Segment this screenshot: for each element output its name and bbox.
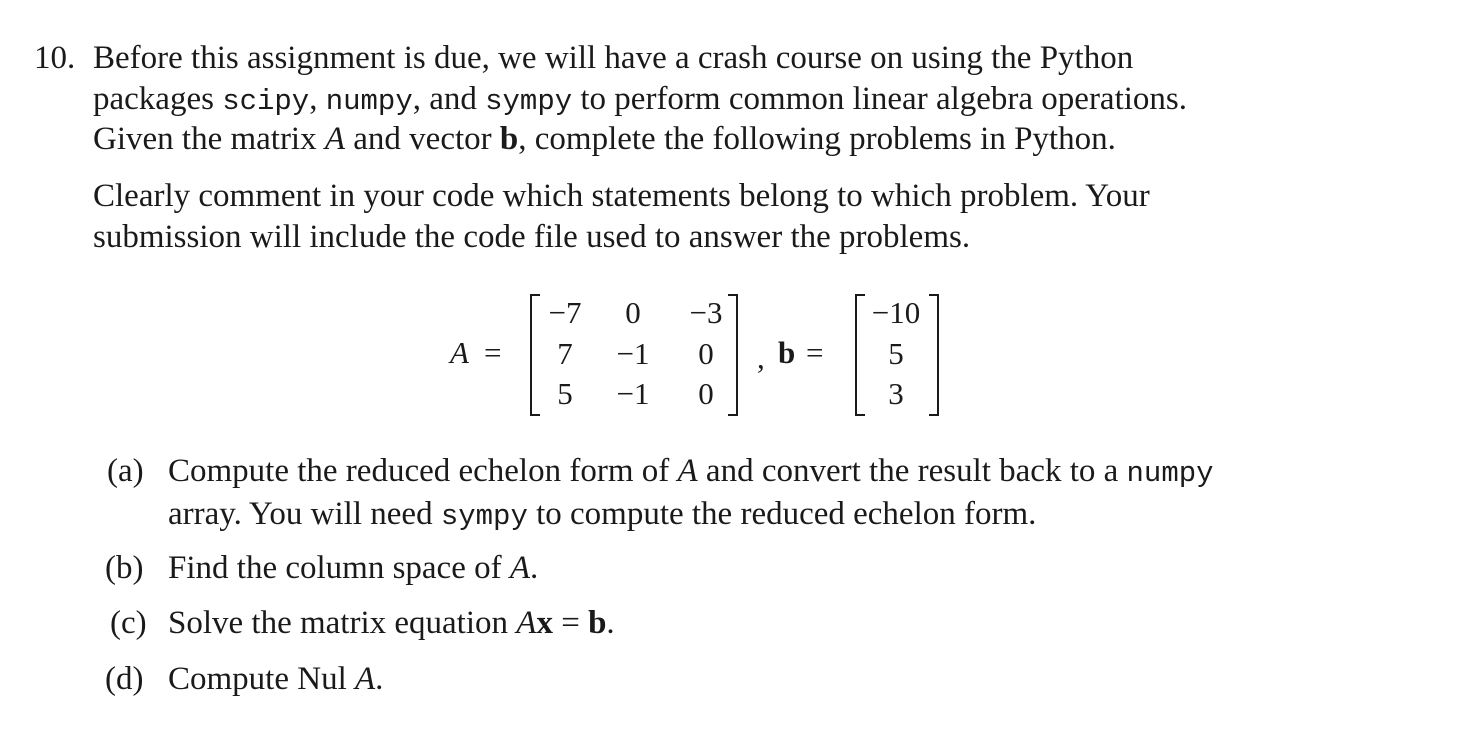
part-a-line-1 [168, 453, 1214, 490]
matrix-A-cell: 0 [698, 376, 714, 411]
part-text: . [375, 661, 384, 697]
matrix-A-cell: −1 [616, 336, 650, 371]
vector-b-left-bracket [855, 294, 865, 416]
math-var-b: b [499, 121, 519, 157]
matrix-A-cell: 0 [698, 336, 714, 371]
part-b-text [168, 550, 538, 587]
intro-text: , and [412, 81, 486, 117]
intro-line-3 [93, 121, 1116, 158]
vector-b-label: b [778, 335, 796, 370]
intro-text: and vector [345, 121, 500, 157]
instructions-line-1: Clearly comment in your code which statements belong to which problem. Your [93, 178, 1150, 214]
part-text: Solve the matrix equation [168, 605, 517, 641]
intro-line-2 [93, 81, 1187, 118]
equals-sign: = [806, 335, 824, 370]
code-numpy: numpy [325, 85, 413, 118]
part-text: and convert the result back to a [697, 453, 1127, 489]
instructions-line-2: submission will include the code file used to answer the problems. [93, 219, 971, 255]
matrix-A-cell: 7 [557, 336, 573, 371]
equals-sign: = [484, 335, 502, 370]
code-scipy: scipy [222, 85, 310, 118]
part-text: array. You will need [168, 496, 441, 532]
part-text: . [606, 605, 615, 641]
equals-sign: = [552, 605, 589, 641]
intro-text: Given the matrix [93, 121, 325, 157]
math-var-b: b [588, 605, 607, 641]
part-c-label: (c) [110, 605, 147, 641]
intro-text: , complete the following problems in Python. [518, 121, 1116, 157]
intro-text: packages [93, 81, 223, 117]
code-numpy: numpy [1126, 457, 1214, 490]
matrix-A-cell: 0 [625, 295, 641, 330]
math-var-x: x [536, 605, 553, 641]
vector-b-cell: 3 [888, 376, 904, 411]
matrix-A-cell: −7 [548, 295, 582, 330]
part-text: Find the column space of [168, 550, 510, 586]
intro-line-1 [93, 40, 1133, 77]
math-var-A: A [324, 121, 346, 157]
problem-number: 10. [34, 40, 76, 76]
math-var-A: A [677, 453, 698, 489]
math-var-A: A [509, 550, 531, 586]
part-text: . [530, 550, 539, 586]
part-b-label: (b) [105, 550, 144, 586]
part-a-label: (a) [107, 453, 144, 489]
math-var-A: A [355, 661, 376, 697]
part-d-label: (d) [105, 661, 144, 697]
part-d-text [168, 661, 383, 698]
part-text: to compute the reduced echelon form. [527, 496, 1037, 532]
comma: , [757, 340, 765, 375]
vector-b-right-bracket [929, 294, 939, 416]
matrix-A-cell: −1 [616, 376, 650, 411]
part-text: Compute the reduced echelon form of [168, 453, 678, 489]
intro-text: Before this assignment is due, we will have a crash course on using the Python [93, 40, 1134, 76]
intro-text: to perform common linear algebra operations. [572, 81, 1188, 117]
vector-b-cell: −10 [871, 295, 921, 330]
part-c-text [168, 605, 615, 642]
part-text: Compute Nul [168, 661, 355, 697]
code-sympy: sympy [440, 500, 528, 533]
code-sympy: sympy [485, 85, 573, 118]
matrix-A-cell: −3 [689, 295, 723, 330]
intro-text: , [309, 81, 326, 117]
vector-b-cell: 5 [888, 336, 904, 371]
part-a-line-2 [168, 496, 1036, 533]
matrix-A-cell: 5 [557, 376, 573, 411]
matrix-A-label: A [450, 335, 469, 370]
math-var-A: A [516, 605, 537, 641]
